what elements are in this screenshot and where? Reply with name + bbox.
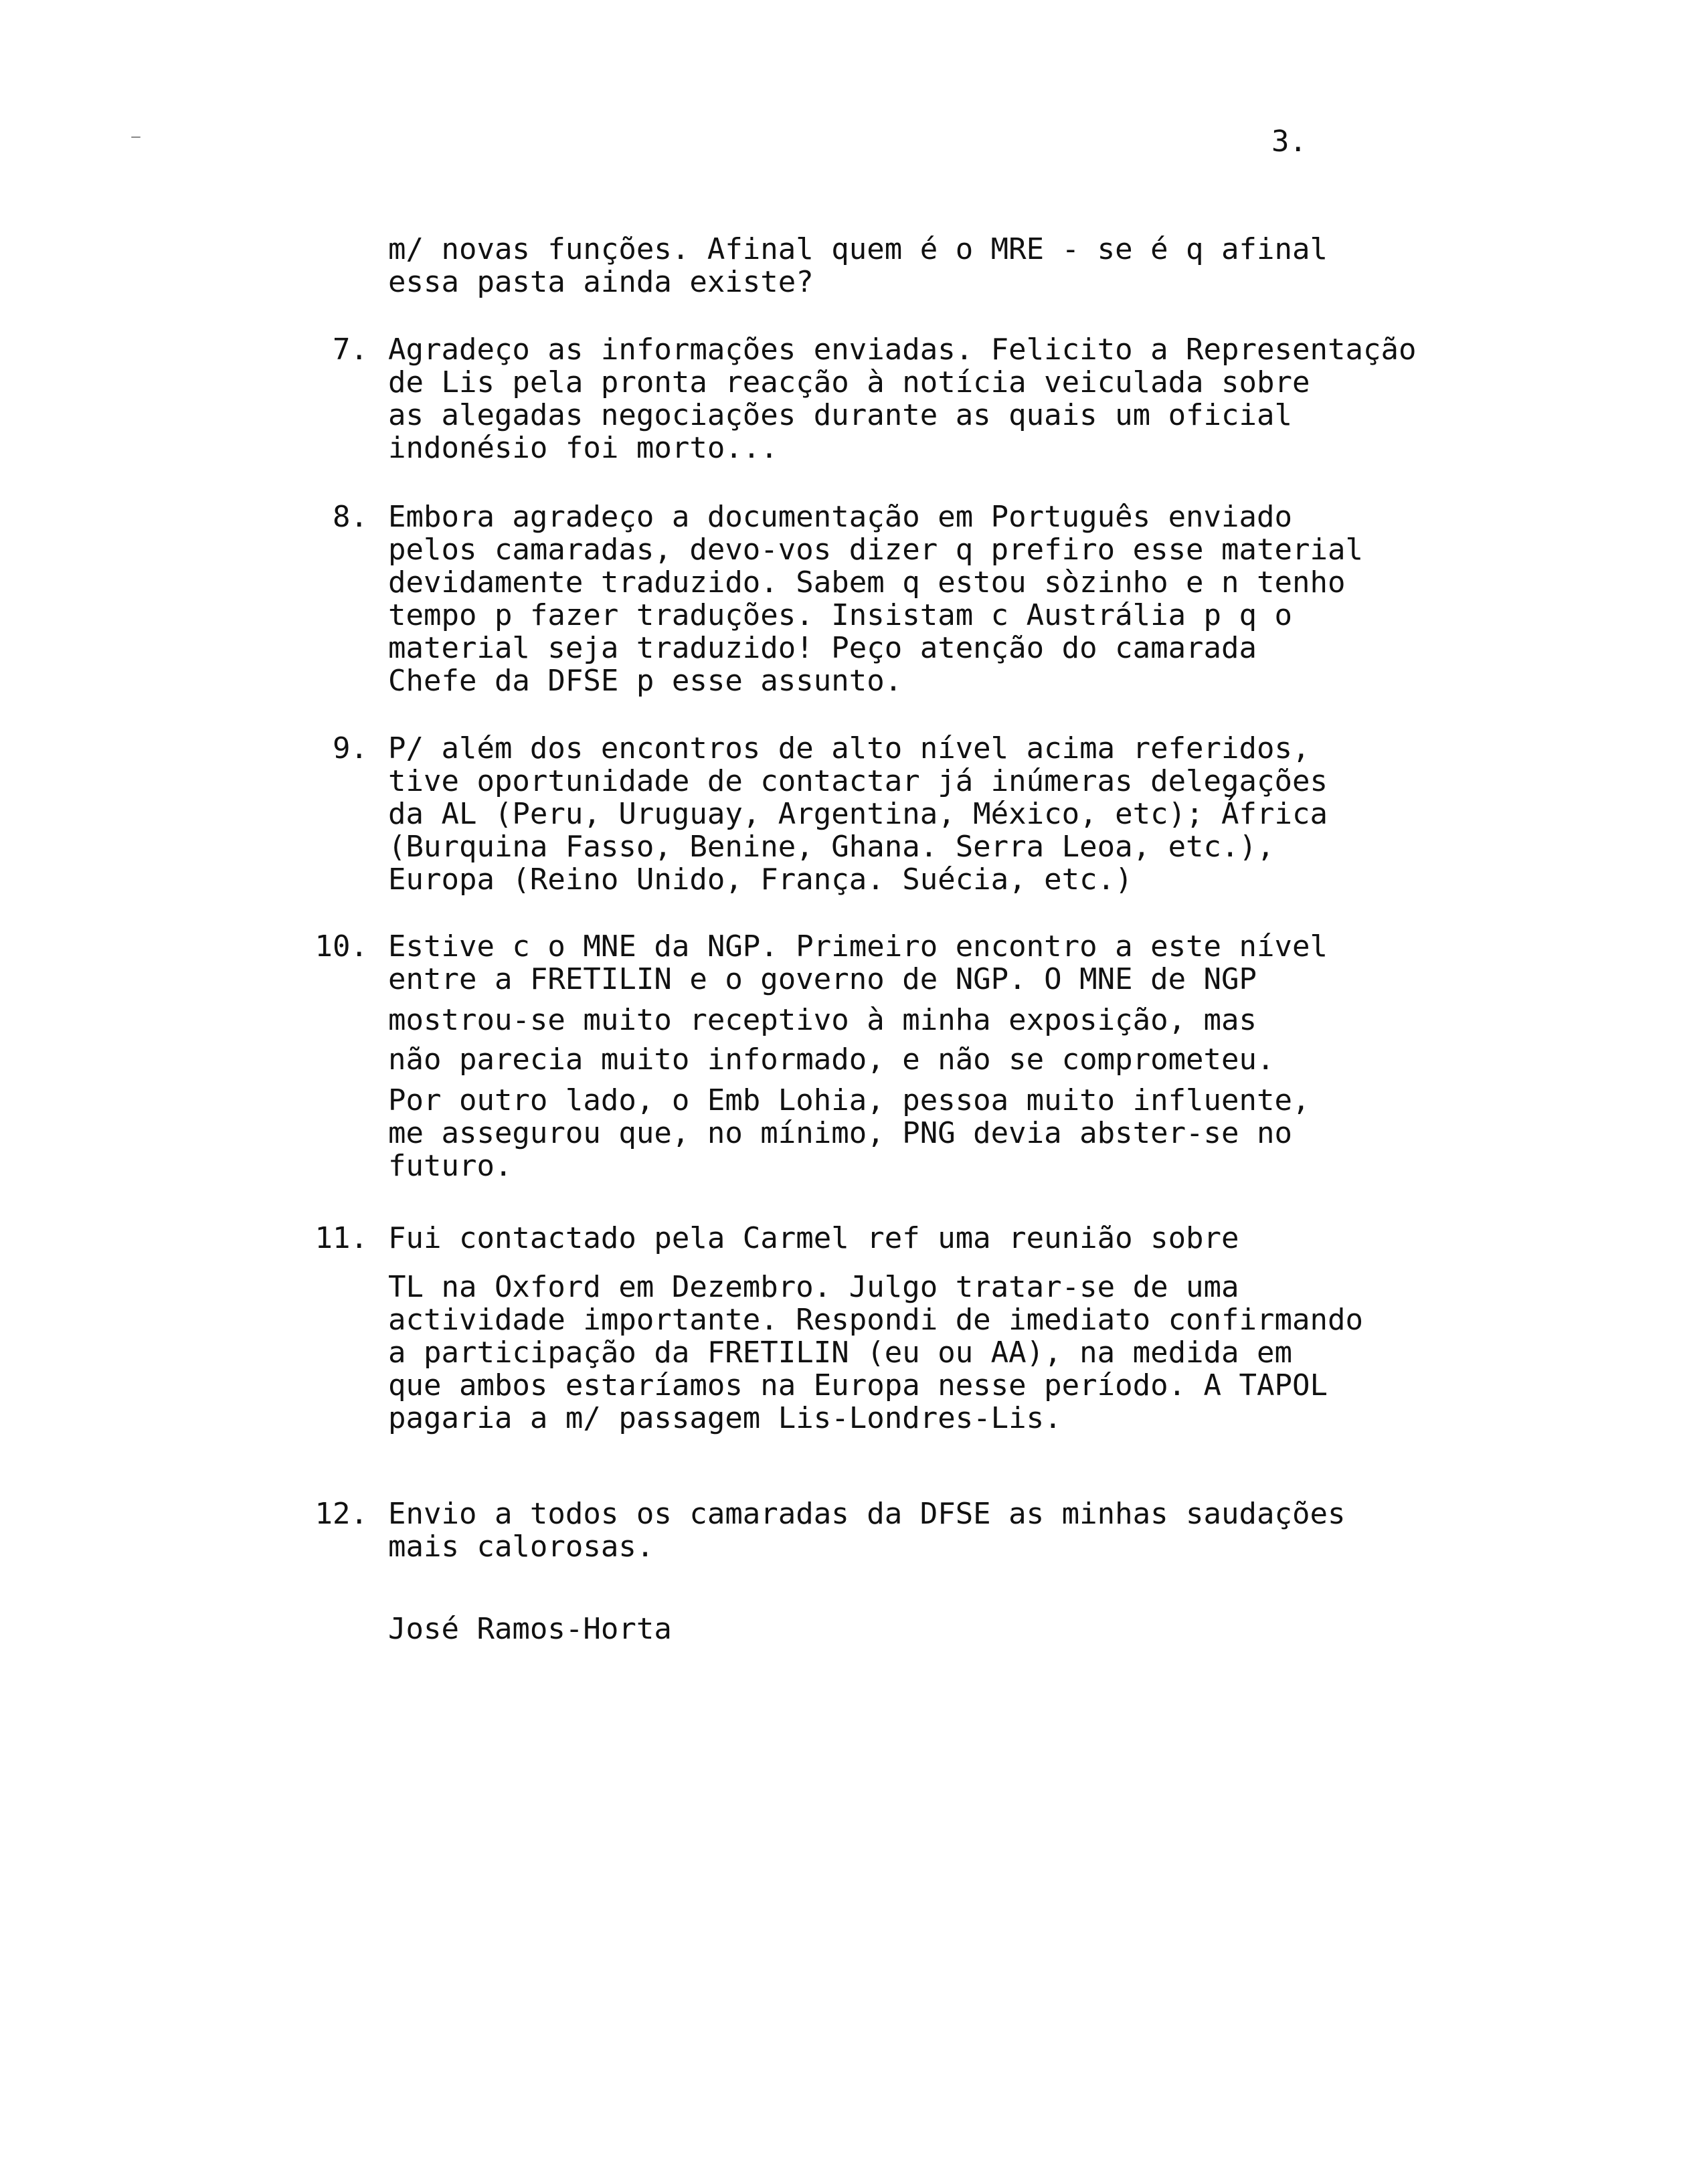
numbered-paragraph — [388, 732, 1619, 896]
page-number: 3. — [1271, 124, 1307, 159]
paragraph-line: devidamente traduzido. Sabem q estou sòzinho e n tenho — [388, 565, 1346, 600]
numbered-paragraph — [388, 1497, 1619, 1563]
paragraph-line: tempo p fazer traduções. Insistam c Austrália p q o — [388, 598, 1293, 632]
intro-paragraph — [388, 233, 1619, 298]
item-number: 12. — [315, 1497, 368, 1531]
item-number: 8. — [333, 500, 368, 534]
item-number: 9. — [333, 731, 368, 765]
paragraph-line: Fui contactado pela Carmel ref uma reunião sobre — [388, 1221, 1239, 1255]
paragraph-line: Embora agradeço a documentação em Português enviado — [388, 500, 1293, 534]
paragraph-line: me assegurou que, no mínimo, PNG devia abster-se no — [388, 1116, 1293, 1150]
paragraph-line: a participação da FRETILIN (eu ou AA), na medida em — [388, 1336, 1293, 1370]
paragraph-line: as alegadas negociações durante as quais um oficial — [388, 398, 1293, 432]
item-number: 7. — [333, 333, 368, 367]
scan-speck — [131, 136, 141, 138]
paragraph-line: não parecia muito informado, e não se comprometeu. — [388, 1042, 1275, 1077]
paragraph-line: (Burquina Fasso, Benine, Ghana. Serra Leoa, etc.), — [388, 830, 1275, 864]
paragraph-line: Europa (Reino Unido, França. Suécia, etc.) — [388, 862, 1133, 897]
paragraph-line: indonésio foi morto... — [388, 431, 778, 465]
numbered-paragraph — [388, 1222, 1619, 1435]
item-number: 10. — [315, 929, 368, 964]
item-number: 11. — [315, 1221, 368, 1255]
paragraph-line: Envio a todos os camaradas da DFSE as minhas saudações — [388, 1497, 1346, 1531]
paragraph-line: TL na Oxford em Dezembro. Julgo tratar-se de uma — [388, 1270, 1239, 1304]
paragraph-line: pelos camaradas, devo-vos dizer q prefiro esse material — [388, 533, 1363, 567]
paragraph-line: entre a FRETILIN e o governo de NGP. O MNE de NGP — [388, 962, 1257, 996]
paragraph-line: mais calorosas. — [388, 1530, 654, 1564]
numbered-paragraph — [388, 333, 1619, 464]
paragraph-line: material seja traduzido! Peço atenção do camarada — [388, 631, 1257, 665]
paragraph-line: Chefe da DFSE p esse assunto. — [388, 664, 903, 698]
paragraph-line: tive oportunidade de contactar já inúmeras delegações — [388, 764, 1328, 798]
paragraph-line: Estive c o MNE da NGP. Primeiro encontro a este nível — [388, 929, 1328, 964]
paragraph-line: de Lis pela pronta reacção à notícia veiculada sobre — [388, 365, 1310, 399]
paragraph-line: actividade importante. Respondi de imediato confirmando — [388, 1303, 1363, 1337]
paragraph-line: mostrou-se muito receptivo à minha exposição, mas — [388, 1003, 1257, 1037]
paragraph-line: P/ além dos encontros de alto nível acima referidos, — [388, 731, 1310, 765]
paragraph-line: da AL (Peru, Uruguay, Argentina, México, etc); África — [388, 797, 1328, 831]
paragraph-line: essa pasta ainda existe? — [388, 265, 814, 299]
numbered-paragraph — [388, 930, 1619, 1182]
paragraph-line: Por outro lado, o Emb Lohia, pessoa muito influente, — [388, 1083, 1310, 1117]
signature: José Ramos-Horta — [388, 1612, 672, 1646]
paragraph-line: futuro. — [388, 1149, 513, 1183]
paragraph-line: Agradeço as informações enviadas. Felicito a Representação — [388, 333, 1417, 367]
paragraph-line: pagaria a m/ passagem Lis-Londres-Lis. — [388, 1401, 1062, 1435]
numbered-paragraph — [388, 500, 1619, 697]
paragraph-line: que ambos estaríamos na Europa nesse período. A TAPOL — [388, 1368, 1328, 1402]
paragraph-line: m/ novas funções. Afinal quem é o MRE - se é q afinal — [388, 232, 1328, 266]
